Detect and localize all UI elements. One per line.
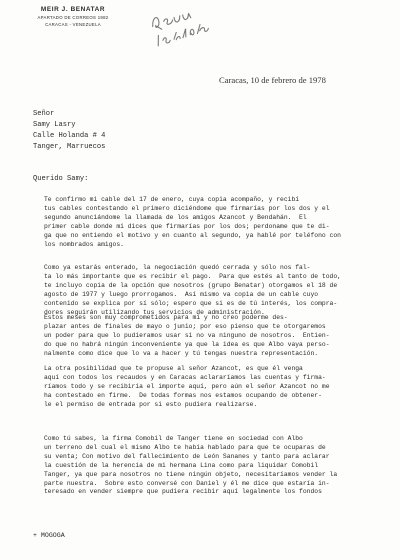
letterhead-city: CARACAS - VENEZUELA (45, 22, 101, 27)
letter-date: Caracas, 10 de febrero de 1978 (219, 75, 326, 85)
paragraph-5: Como tú sabes, la firma Comobil de Tanger tiene en sociedad con Albo un terreno del cual el mismo Albo te había hablado para que te ocuparas de su venta; Con motivo del fallecimiento de León Sananes y tanto para aclarar la cuestión de la herencia de mi hermana Lina como para liquidar Comobil Tanger, ya que para nosotros no tiene ningún objeto, necesitaríamos vender la parte nuestra. Sobre esto conversé con Daniel y él me dice que estaría in- teresado en vender siempre que pudiera recibir aquí legalmente los fondos (44, 435, 338, 496)
letterhead-name: MEIR J. BENATAR (40, 6, 106, 13)
paragraph-2: Como ya estarás enterado, la negociación quedó cerrada y sólo nos fal- ta lo más importante que es recibir el pago. Para que estés al tanto de todo, te incluyo copia de la opción que nosotros (grupo Benatar) otorgamos el 18 de agosto de 1977 y luego prorrogamos. Así mismo va copia de un cable cuyo contenido se explica por sí sólo; espero que si es de tú interés, los compra- dores seguirán utilizando tus servicios de administración. (44, 264, 341, 316)
salutation: Querido Samy: (33, 175, 89, 183)
paragraph-1: Te confirmo mi cable del 17 de enero, cuya copia acompaño, y recibí tus cables contestando el primero diciéndome que firmarías por los dos y el segundo anunciándome la llamada de los amigos Azancot y Bendahán. El primer cable donde mi dices que firmarías por los dos; perdoname que te di- ga que no entiendo el motivo y en cuanto al segundo, ya hablé por teléfono con los nombrados amigos. (44, 196, 341, 248)
recipient-title: Señor (33, 110, 55, 118)
recipient-address (33, 109, 105, 153)
recipient-city: Tanger, Marruecos (33, 143, 106, 151)
letterhead-address: APARTADO DE CORREOS 1982 (37, 15, 109, 20)
letterhead (8, 6, 138, 27)
recipient-street: Calle Holanda # 4 (33, 132, 106, 140)
handwritten-received-note (146, 0, 218, 56)
copy-notation: + MOGOGA (33, 532, 65, 539)
handwriting-drawing (146, 0, 218, 56)
paragraph-3: Estos meses son muy comprometidos para mi y no creo poderme des- plazar antes de finales de mayo o junio; por eso pienso que te otorgaremos un poder para que lo pudieramos usar si no va ninguno de nosotros. Entien- do que no habrá ningún inconveniente ya que la idea es que Albo vaya perso- nalmente como dice que lo va a hacer y tú tengas nuestra representación. (44, 314, 330, 357)
paragraph-4: La otra posibilidad que te propuse al señor Azancot, es que él venga aquí con todos los recaudos y en Caracas aclararíamos las cuentas y firma- ríamos todo y se recibiría el importe aquí, pero aún el señor Azancot no me ha contestado en firme. De todas formas nos estamos ocupando de obtener- le el permiso de entrada por si esto pudiera realizarse. (44, 365, 330, 408)
recipient-name: Samy Lasry (33, 121, 76, 129)
